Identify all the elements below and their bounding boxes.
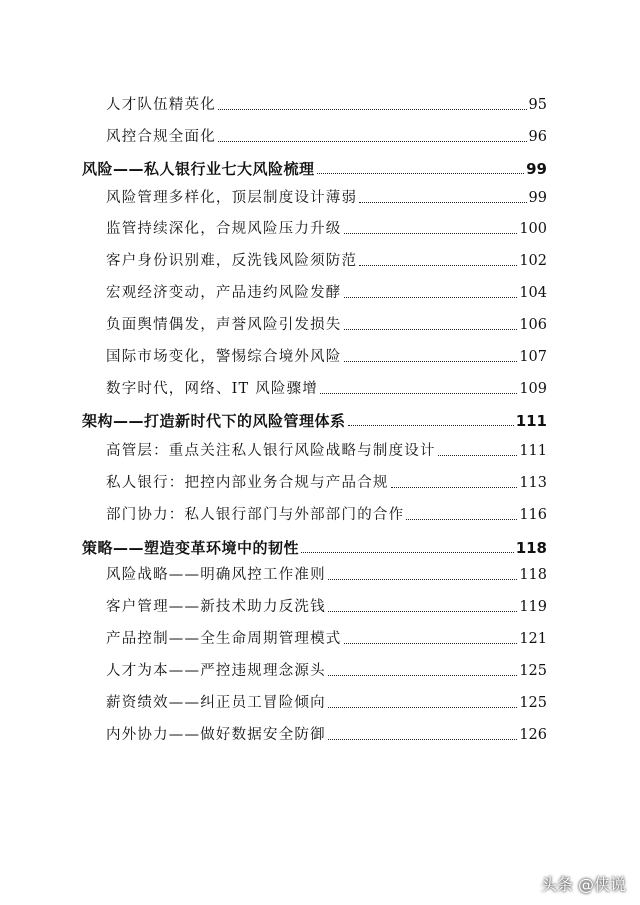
toc-section-page: 99 [526,160,547,178]
toc-entry-title: 人才队伍精英化 [106,97,216,113]
dot-leader [328,578,518,580]
toc-entry-title: 负面舆情偶发，声誉风险引发损失 [106,317,342,333]
toc-entry-title: 产品控制——全生命周期管理模式 [106,631,342,647]
toc-entry-page: 109 [519,381,547,397]
toc-entry-page: 125 [519,695,547,711]
toc-entry-title: 内外协力——做好数据安全防御 [106,727,326,743]
toc-entry-3[interactable] [106,191,547,206]
toc-entry-9[interactable] [106,382,547,397]
dot-leader [344,642,518,644]
toc-entry-17[interactable] [106,632,547,647]
toc-section-title: 策略——塑造变革环境中的韧性 [82,539,300,557]
dot-leader [344,232,518,234]
toc-entry-title: 数字时代，网络、IT 风险骤增 [106,381,319,397]
dot-leader [328,610,518,612]
toc-section-14[interactable] [82,541,547,556]
toc-section-title: 风险——私人银行业七大风险梳理 [82,160,315,178]
toc-entry-page: 126 [519,727,547,743]
dot-leader [391,486,518,488]
toc-entry-page: 106 [519,317,547,333]
toc-entry-title: 部门协力：私人银行部门与外部部门的合作 [106,507,405,523]
toc-entry-page: 111 [519,443,547,459]
toc-section-10[interactable] [82,414,547,429]
toc-entry-title: 风控合规全面化 [106,129,216,145]
toc-entry-title: 高管层：重点关注私人银行风险战略与制度设计 [106,443,436,459]
dot-leader [438,454,518,456]
toc-entry-page: 100 [519,221,547,237]
dot-leader [344,296,518,298]
toc-entry-13[interactable] [106,508,547,523]
toc-section-2[interactable] [82,162,547,177]
toc-entry-page: 121 [519,631,547,647]
toc-entry-20[interactable] [106,728,547,743]
toc-entry-8[interactable] [106,350,547,365]
dot-leader [328,674,518,676]
toc-entry-4[interactable] [106,222,547,237]
dot-leader [344,328,518,330]
toc-section-page: 111 [515,412,547,430]
dot-leader [328,706,518,708]
toc-entry-11[interactable] [106,444,547,459]
toc-entry-title: 国际市场变化，警惕综合境外风险 [106,349,342,365]
toc-entry-page: 118 [519,567,547,583]
dot-leader [218,140,527,142]
toc-entry-15[interactable] [106,568,547,583]
toc-entry-page: 99 [528,190,547,206]
toc-entry-page: 95 [528,97,547,113]
toc-entry-title: 宏观经济变动，产品违约风险发酵 [106,285,342,301]
toc-entry-page: 116 [519,507,547,523]
toc-entry-title: 私人银行：把控内部业务合规与产品合规 [106,475,389,491]
toc-entry-5[interactable] [106,254,547,269]
toc-entry-title: 监管持续深化，合规风险压力升级 [106,221,342,237]
toc-entry-title: 人才为本——严控违规理念源头 [106,663,326,679]
toc-entry-1[interactable] [106,130,547,145]
toc-entry-title: 风险管理多样化，顶层制度设计薄弱 [106,190,358,206]
toc-entry-title: 薪资绩效——纠正员工冒险倾向 [106,695,326,711]
toc-entry-16[interactable] [106,600,547,615]
toc-entry-page: 96 [528,129,547,145]
toc-section-title: 架构——打造新时代下的风险管理体系 [82,412,346,430]
toc-entry-19[interactable] [106,696,547,711]
toc-entry-7[interactable] [106,318,547,333]
toc-entry-page: 125 [519,663,547,679]
toc-entry-page: 104 [519,285,547,301]
toc-entry-page: 113 [519,475,547,491]
toc-entry-12[interactable] [106,476,547,491]
toc-entry-title: 客户身份识别难，反洗钱风险须防范 [106,253,358,269]
toc-entry-title: 客户管理——新技术助力反洗钱 [106,599,326,615]
dot-leader [359,201,526,203]
toc-section-page: 118 [515,539,547,557]
dot-leader [320,392,517,394]
dot-leader [218,108,527,110]
toc-entry-18[interactable] [106,664,547,679]
toc-entry-page: 119 [519,599,547,615]
dot-leader [317,172,525,174]
toc-entry-page: 107 [519,349,547,365]
dot-leader [301,551,514,553]
dot-leader [344,360,518,362]
dot-leader [348,424,514,426]
toc-entry-page: 102 [519,253,547,269]
toc-entry-6[interactable] [106,286,547,301]
dot-leader [406,518,517,520]
toc-entry-0[interactable] [106,98,547,113]
dot-leader [328,738,518,740]
toc-entry-title: 风险战略——明确风控工作准则 [106,567,326,583]
dot-leader [359,264,517,266]
watermark: 头条 @侠说 [540,875,626,894]
